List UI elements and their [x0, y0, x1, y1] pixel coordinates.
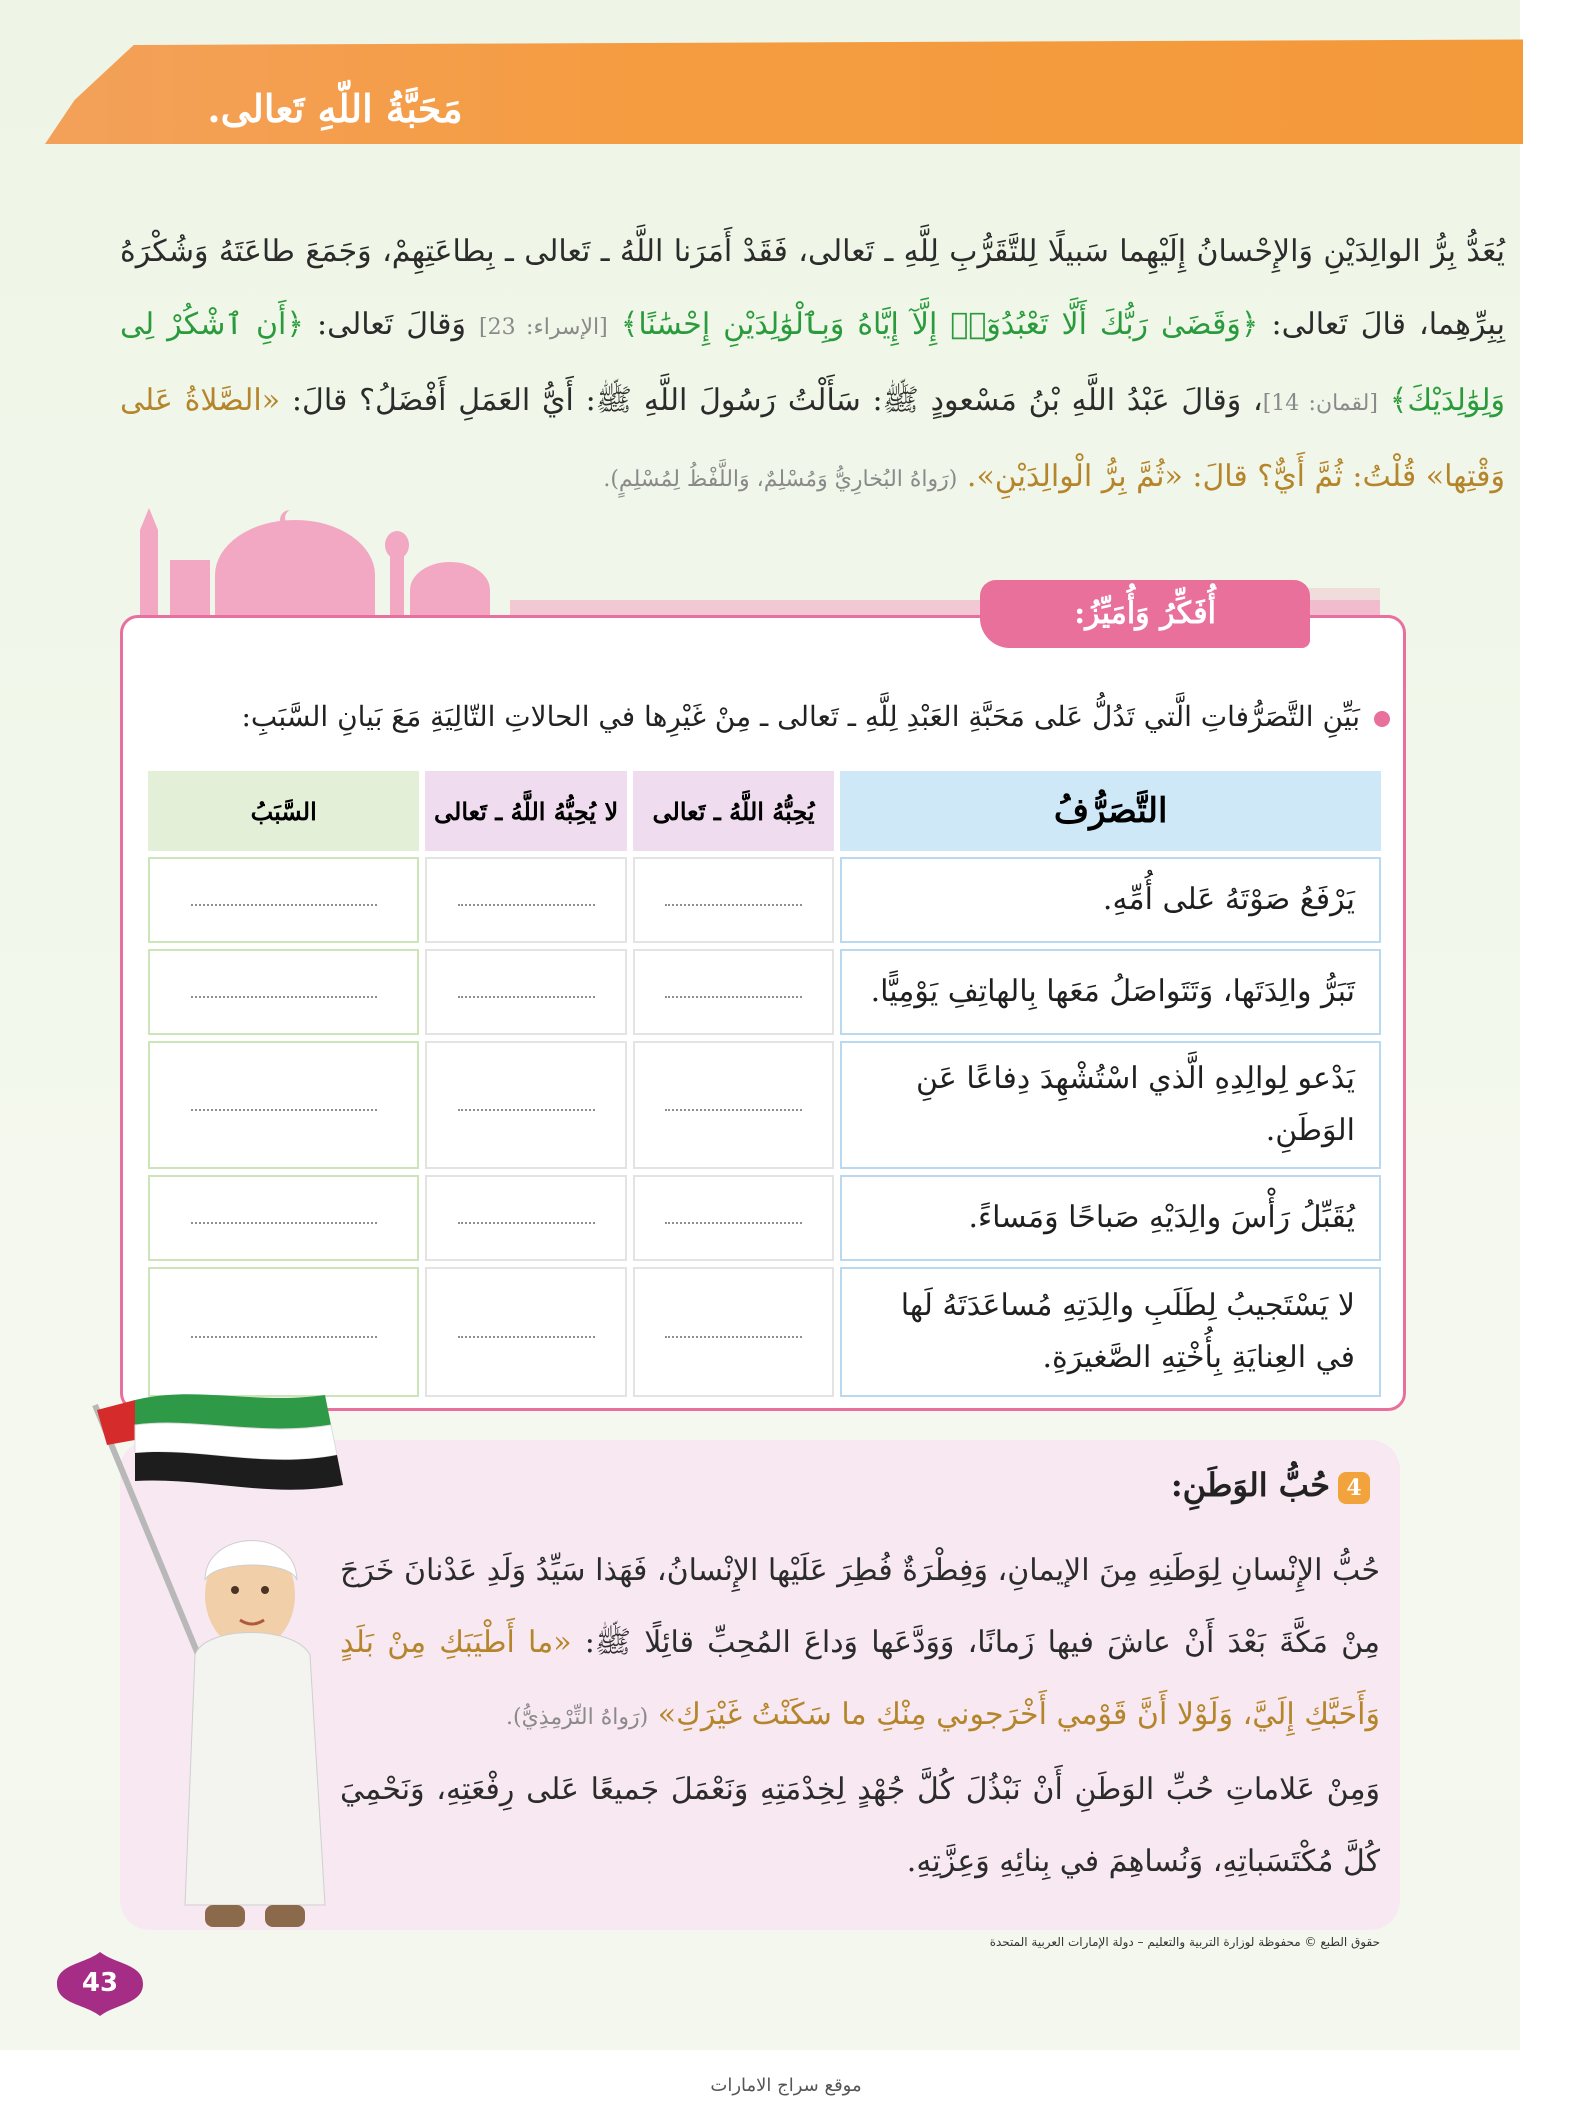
answer-cell-loved[interactable] — [633, 857, 834, 943]
answer-cell-loved[interactable] — [633, 949, 834, 1035]
answer-cell-reason[interactable] — [148, 1041, 419, 1169]
behavior-cell: لا يَسْتَجيبُ لِطَلَبِ والِدَتِهِ مُساعَدَتَهُ لَها في العِنايَةِ بِأُخْتِهِ الصَّغيرَةِ. — [840, 1267, 1381, 1397]
behavior-cell: يَدْعو لِوالِدِهِ الَّذي اسْتُشْهِدَ دِفاعًا عَنِ الوَطَنِ. — [840, 1041, 1381, 1169]
hadith-2: «ما أَطْيَبَكِ مِنْ بَلَدٍ وَأَحَبَّكِ إِلَيَّ، وَلَوْلا أَنَّ قَوْمي أَخْرَجوني مِنْكِ ما سَكَنْتُ غَيْرَكِ» — [340, 1625, 1380, 1732]
think-tab-label: أُفَكِّرُ وَأُمَيِّزُ: — [980, 580, 1310, 648]
intro-paragraph — [120, 215, 1505, 516]
answer-cell-reason[interactable] — [148, 949, 419, 1035]
copyright-note: حقوق الطبع © محفوظة لوزارة التربية والتعليم – دولة الإمارات العربية المتحدة — [989, 1935, 1380, 1949]
page-number-badge — [55, 1950, 145, 2018]
hadith-1: «الصَّلاةُ عَلى وَقْتِها» قُلْتُ: ثُمَّ أَيٌّ؟ قالَ: «ثُمَّ بِرُّ الْوالِدَيْنِ». — [120, 383, 1505, 494]
answer-cell-reason[interactable] — [148, 857, 419, 943]
quran-verse-2: ﴿أَنِ ٱشْكُرْ لِى وَلِوَٰلِدَيْكَ﴾ — [120, 307, 1505, 418]
section-heading-text: حُبُّ الوَطَنِ: — [1170, 1466, 1330, 1504]
page-number: 43 — [81, 1968, 119, 1998]
table-row — [148, 949, 1381, 1035]
citation-1: [الإسراء: 23] — [478, 315, 608, 340]
answer-cell-not-loved[interactable] — [425, 1267, 626, 1397]
behavior-cell: يُقَبِّلُ رَأْسَ والِدَيْهِ صَباحًا وَمَساءً. — [840, 1175, 1381, 1261]
behavior-table — [142, 765, 1387, 1403]
table-row — [148, 857, 1381, 943]
header-reason: السَّبَبُ — [148, 771, 419, 851]
answer-cell-loved[interactable] — [633, 1267, 834, 1397]
answer-cell-reason[interactable] — [148, 1175, 419, 1261]
intro-text-1: يُعَدُّ بِرُّ الوالِدَيْنِ وَالإِحْسانُ إِلَيْهِما سَبيلًا لِلتَّقَرُّبِ لِلَّهِ ـ تَعالى، فَقَدْ أَمَرَنا اللَّهُ ـ تَعالى ـ بِطاعَتِهِمْ، وَجَمَعَ طاعَتَهُ وَشُكْرَهُ بِبِرِّهِما، قالَ تَعالى: — [120, 234, 1505, 342]
answer-cell-not-loved[interactable] — [425, 949, 626, 1035]
answer-cell-not-loved[interactable] — [425, 857, 626, 943]
intro-text-3: ، وَقالَ عَبْدُ اللَّهِ بْنُ مَسْعودٍ ﷺ: سَأَلْتُ رَسُولَ اللَّهِ ﷺ: أَيُّ العَمَلِ أَفْضَلُ؟ قالَ: — [291, 383, 1263, 418]
bullet-dot-icon — [1374, 711, 1390, 727]
answer-cell-loved[interactable] — [633, 1175, 834, 1261]
page-title: مَحَبَّةُ اللّهِ تَعالى. — [207, 86, 463, 131]
header-not-loved: لا يُحِبُّهُ اللَّهُ ـ تَعالى — [425, 771, 626, 851]
love-paragraph — [340, 1535, 1380, 1898]
citation-4: (رَواهُ التِّرْمِذِيُّ). — [506, 1705, 649, 1730]
answer-cell-loved[interactable] — [633, 1041, 834, 1169]
love-text-1: حُبُّ الإِنْسانِ لِوَطَنِهِ مِنَ الإيمانِ، وَفِطْرَةٌ فُطِرَ عَلَيْها الإِنْسانُ، فَهَذا سَيِّدُ وَلَدِ عَدْنانَ خَرَجَ مِنْ مَكَّةَ بَعْدَ أَنْ عاشَ فيها زَمانًا، وَوَدَّعَها وَداعَ المُحِبِّ قائِلًا ﷺ: — [340, 1553, 1380, 1660]
section-heading — [1120, 1466, 1370, 1522]
answer-cell-not-loved[interactable] — [425, 1041, 626, 1169]
love-text-2: وَمِنْ عَلاماتِ حُبِّ الوَطَنِ أَنْ نَبْذُلَ كُلَّ جُهْدٍ لِخِدْمَتِهِ وَنَعْمَلَ جَميعًا عَلى رِفْعَتِهِ، وَنَحْمِيَ كُلَّ مُكْتَسَباتِهِ، وَنُساهِمَ في بِنائِهِ وَعِزَّتِهِ. — [340, 1772, 1380, 1879]
table-row — [148, 1175, 1381, 1261]
table-row — [148, 1041, 1381, 1169]
citation-3: (رَواهُ البُخارِيُّ وَمُسْلِمٌ، وَاللَّفْظُ لِمُسْلِمٍ). — [603, 467, 958, 492]
header-loved: يُحِبُّهُ اللَّهُ ـ تَعالى — [633, 771, 834, 851]
table-row — [148, 1267, 1381, 1397]
footer-site-name: موقع سراج الامارات — [710, 2075, 862, 2096]
uae-flag-icon — [97, 1394, 343, 1490]
answer-cell-not-loved[interactable] — [425, 1175, 626, 1261]
header-behavior: التَّصَرُّفُ — [840, 771, 1381, 851]
citation-2: [لقمان: 14] — [1262, 391, 1378, 416]
behavior-cell: يَرْفَعُ صَوْتَهُ عَلى أُمِّهِ. — [840, 857, 1381, 943]
instruction — [150, 700, 1390, 750]
instruction-text: بَيِّنِ التَّصَرُّفاتِ الَّتي تَدُلُّ عَلى مَحَبَّةِ العَبْدِ لِلَّهِ ـ تَعالى ـ مِنْ غَيْرِها في الحالاتِ التّالِيَةِ مَعَ بَيانِ السَّبَبِ: — [241, 700, 1360, 733]
intro-text-2: وَقالَ تَعالى: — [316, 307, 466, 342]
answer-cell-reason[interactable] — [148, 1267, 419, 1397]
boy-with-uae-flag-illustration — [85, 1385, 375, 1945]
section-number-badge: 4 — [1338, 1472, 1370, 1504]
quran-verse-1: ﴿وَقَضَىٰ رَبُّكَ أَلَّا تَعْبُدُوٓا۟ إِلَّآ إِيَّاهُ وَبِٱلْوَٰلِدَيْنِ إِحْسَٰنًا﴾ — [620, 307, 1259, 342]
behavior-cell: تَبَرُّ والِدَتَها، وَتَتَواصَلُ مَعَها بِالهاتِفِ يَوْمِيًّا. — [840, 949, 1381, 1035]
